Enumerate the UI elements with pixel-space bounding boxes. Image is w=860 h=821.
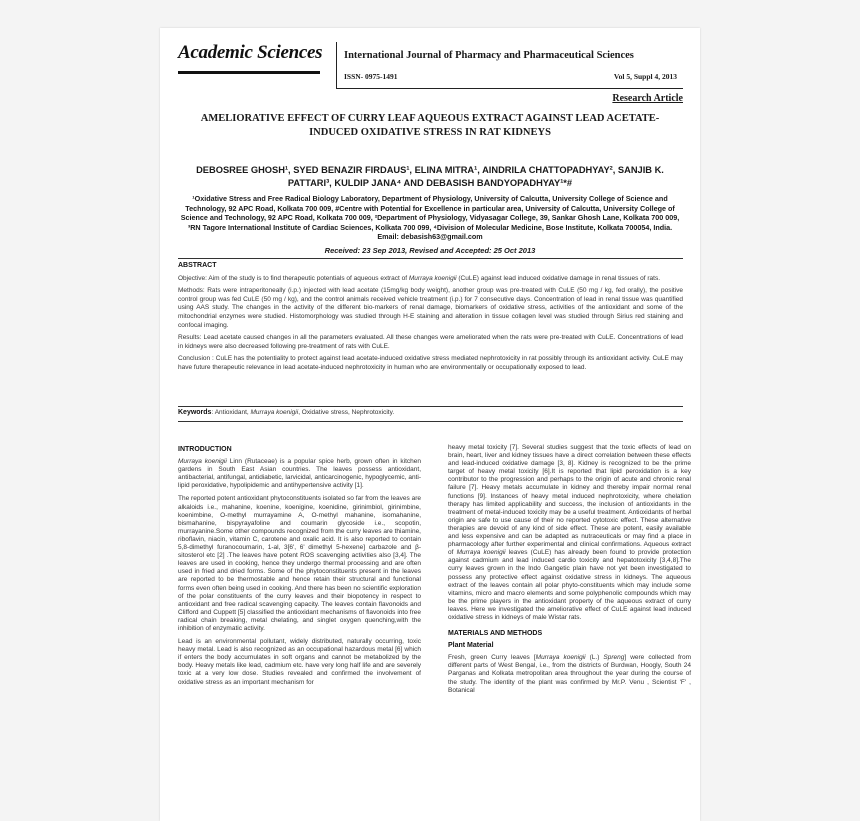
- intro-paragraph-1: Murraya koenigii Linn (Rutaceae) is a popular spice herb, grown often in kitchen gardens in South East Asian countries. The leaves possess antioxidant, antibacterial, antifungal, antidiabetic, larvicidal, anticarcinogenic, hypoglycemic, anti-lipid peroxidative, hypolipidemic and antihypertensive activity [1].: [178, 458, 422, 490]
- author-list: DEBOSREE GHOSH¹, SYED BENAZIR FIRDAUS¹, ELINA MITRA¹, AINDRILA CHATTOPADHYAY², SANJIB K. PATTARI³, KULDIP JANA⁴ AND DEBASISH BANDYOPADHYAY¹*#: [196, 165, 664, 188]
- journal-name: International Journal of Pharmacy and Pharmaceutical Sciences: [344, 50, 634, 61]
- plant-material-heading: Plant Material: [448, 642, 494, 650]
- volume-info: Vol 5, Suppl 4, 2013: [613, 72, 677, 81]
- keywords-bottom-rule: [178, 421, 683, 422]
- journal-header: [336, 42, 683, 89]
- intro-paragraph-2: The reported potent antioxidant phytoconstituents isolated so far from the leaves are alkaloids i.e., mahanine, koenine, koenigine, koenidine, girinimbiol, girinimbine, koenimbine, O-methyl murrayamine A, O-methyl mahanine, isomahanine, bismahanine, bispyrayafoline and coumarin glycoside i.e., scopotin, murrayanine.Some other compounds recognized from the curry leaves are thiamine, riboflavin, niacin, vitamin C, carotene and oxalic acid. It is also reported to contain 5,8-dimethyl furanocoumarin, 1-al, 3[6', 6' dimethyl 5-hexene] carbazole and β-sitosterol etc [2] .The leaves have potent ROS scavenging activities also [3,4]. The leaves are used in cooking, hence they undergo thermal processing and are often used in fried and dried forms. Some of the phytoconstituents present in the leaves are reported to be thermostable and hence retain their structural and functional forms even often being used in cooking. And there has been no scientific exploration of the polar constituents of the curry leaves and their biopotency in respect to antioxidant and free radical scavenging capacity. The leaves contain flavonoids and Clifford and Cuppett [5] classified the antioxidant mechanisms of flavonoids into free radical chain breaking, metal chelating, and singlet oxygen quenching,with the inhibition of enzymatic activity.: [178, 495, 421, 632]
- abstract-top-rule: [178, 258, 683, 259]
- materials-methods-heading: MATERIALS AND METHODS: [448, 630, 543, 638]
- article-type: Research Article: [612, 93, 683, 104]
- abstract-conclusion: Conclusion : CuLE has the potentiality to protect against lead acetate-induced oxidative stress mediated nephrotoxicity in rat possibly through its antioxidant activity. CuLE may have future therapeutic relevance in lead acetate-induced nephrotoxicity in human who are environmentally or occupationally exposed to lead.: [178, 355, 683, 371]
- logo-underline: [178, 71, 320, 74]
- affiliations: ¹Oxidative Stress and Free Radical Biology Laboratory, Department of Physiology, University of Calcutta, University College of Science and Technology, 92 APC Road, Kolkata 700 009, #Centre with Potential for Excellence in particular area, University of Calcutta, University College of Science and Technology, 92 APC Road, Kolkata 700 009, ²Department of Physiology, Vidyasagar College, 39, Sankar Ghosh Lane, Kolkata 700 009, ³RN Tagore International Institute of Cardiac Sciences, Kolkata 700 099, ⁴Division of Molecular Medicine, Bose Institute, Kolkata 700054, India. Email: debasish63@gmail.com: [180, 194, 680, 242]
- logo-text: Academic Sciences: [178, 42, 323, 63]
- intro-paragraph-3: Lead is an environmental pollutant, widely distributed, naturally occurring, toxic heavy metal. Lead is also recognized as an occupational hazardous metal [6] which if enters the body accumulates in soft organs and cannot be metabolized by the body. Heavy metals like lead, cadmium etc. have very long half life and are severely toxic at a very low dose. Studies revealed and confirmed the involvement of oxidative stress as an important mechanism for: [178, 638, 421, 686]
- plant-material-paragraph: Fresh, green Curry leaves [Murraya koenigii (L.) Spreng] were collected from different parts of West Bengal, i.e., from the districts of Burdwan, Hoogly, South 24 Parganas and Kolkata metropolitan area throughout the year during the course of the study. The identity of the plant was confirmed by Mr.P. Venu , Scientist 'F' , Botanical: [448, 654, 691, 694]
- received-dates: Received: 23 Sep 2013, Revised and Accepted: 25 Oct 2013: [324, 246, 536, 255]
- keywords-label: Keywords: [178, 409, 212, 416]
- right-column: [448, 444, 691, 700]
- abstract-heading: ABSTRACT: [178, 262, 217, 269]
- introduction-heading: INTRODUCTION: [178, 446, 232, 453]
- abstract-methods: Methods: Rats were intraperitoneally (i.p.) injected with lead acetate (15mg/kg body weight), another group was pre-treated with CuLE (50 mg / kg, fed orally), the positive control group was fed CuLE (50 mg / kg), and the control animals received vehicle treatment (i.p.) for 7 consecutive days. Concentration of lead in renal tissue was quantified using AAS study. The changes in the activity of the different bio-markers of renal damage, biomarkers of oxidative stress, activities of the antioxidant and some of the mitochondrial enzymes were studied. Histomorphology was studied through H-E staining and alteration in tissue collagen level was studied through Sirius red staining and confocal imaging.: [178, 287, 683, 329]
- publisher-logo: [178, 42, 323, 74]
- left-column: [178, 446, 421, 692]
- article-title: AMELIORATIVE EFFECT OF CURRY LEAF AQUEOUS EXTRACT AGAINST LEAD ACETATE-INDUCED OXIDATIVE STRESS IN RAT KIDNEYS: [200, 113, 660, 138]
- issn: ISSN- 0975-1491: [344, 72, 398, 81]
- intro-paragraph-4: heavy metal toxicity [7]. Several studies suggest that the toxic effects of lead on brain, heart, liver and kidney tissues have a direct correlation between these effects and lead-induced oxidative damage [3, 8]. Kidney is recognized to be the prime target of heavy metal toxicity [6].It is reported that lipid peroxidation is a key contributor to the progression and perhaps to the origin of acute and chronic renal failure [7]. Heavy metals accumulate in kidney and thereby impair normal renal functions [9]. Instances of heavy metal induced nephrotoxicity, where chelation therapy has limited applicability and success, the inclusion of antioxidants in the treatment of metal-induced toxicity may be a useful treatment. Antioxidants of herbal origin are safe to use cause of their no reported cytotoxic effect. These alternative therapies are devoid of any kind of side effect. These are potent, easily available and less expensive and can be adapted as nutraceuticals or may find a place in pharmacology after further experimental and clinical confirmations. Aqueous extract of Murraya koenigii leaves (CuLE) has already been found to provide protection against cadmium and lead induced cardio toxicity and hepatotoxicity [3,4,8].The curry leaves grown in the Indo Gangetic plain have not yet been investigated to possess any protective effect against oxidative stress in kidneys. The aqueous extract of the leaves contain all polar phyto-constituents which may include some vitamins, micro and macro elements and some polyphenolic compounds which may be the prime players in the antioxidant property of the aqueous extract of curry leaves. Here we investigated the ameliorative effect of CuLE against lead induced oxidative stress in kidneys of male Wistar rats.: [448, 444, 691, 621]
- keywords: Keywords: Antioxidant, Murraya koenigii, Oxidative stress, Nephrotoxicity.: [178, 409, 395, 416]
- abstract-objective: Objective: Aim of the study is to find therapeutic potentials of aqueous extract of Murraya koenigii (CuLE) against lead induced oxidative damage in renal tissues of rats.: [178, 274, 660, 282]
- keywords-top-rule: [178, 406, 683, 407]
- abstract-section: [178, 262, 683, 373]
- abstract-results: Results: Lead acetate caused changes in all the parameters evaluated. All these changes were ameliorated when the rats were pre-treated with CuLE. Concentrations of lead in kidneys were also decreased following pre-treatment of rats with CuLE.: [178, 334, 683, 350]
- journal-page: [160, 28, 700, 821]
